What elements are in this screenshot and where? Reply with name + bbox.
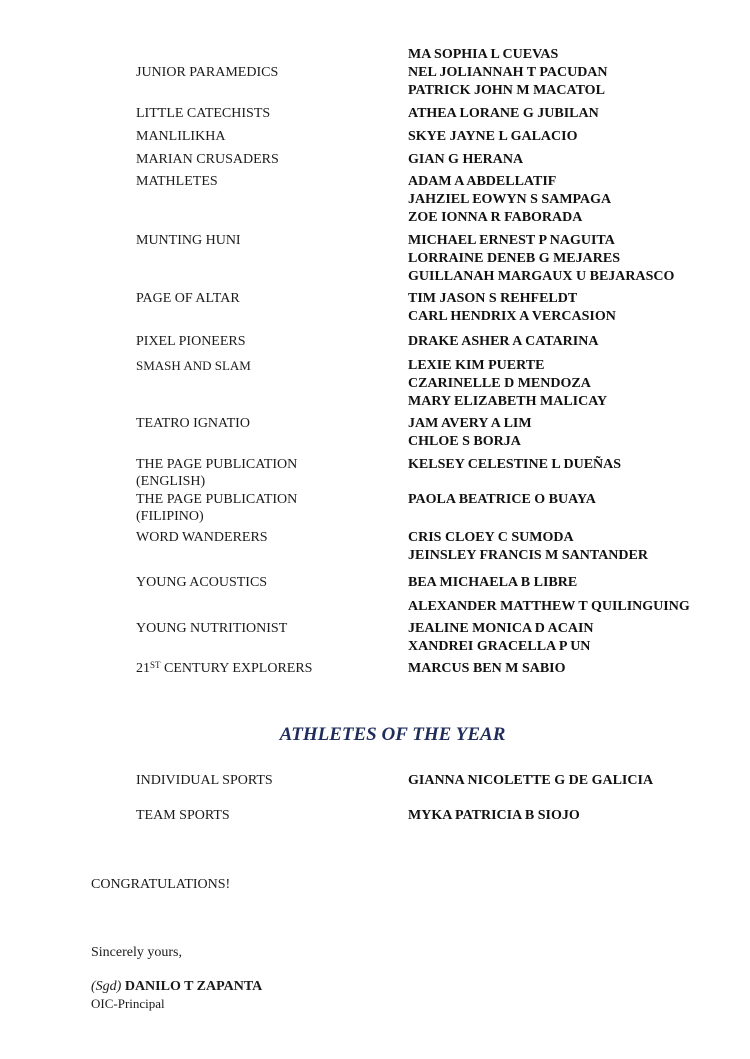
awardee-list <box>408 46 708 100</box>
club-name-line: THE PAGE PUBLICATION <box>136 457 298 472</box>
awardee-name: KELSEY CELESTINE L DUEÑAS <box>408 457 622 472</box>
club-name: PIXEL PIONEERS <box>136 334 246 349</box>
club-name: MUNTING HUNI <box>136 233 241 248</box>
signer-name: DANILO T ZAPANTA <box>124 979 263 994</box>
congratulations-text: CONGRATULATIONS! <box>91 877 231 892</box>
awardee-name: GIAN G HERANA <box>408 152 524 167</box>
awardee-name: NEL JOLIANNAH T PACUDAN <box>408 65 608 80</box>
club-name-ordinal: ST <box>150 660 161 670</box>
awardee-name: MARCUS BEN M SABIO <box>408 661 566 676</box>
awardee-name: TIM JASON S REHFELDT <box>408 291 578 306</box>
athlete-name: MYKA PATRICIA B SIOJO <box>408 808 580 823</box>
awardee-name: MICHAEL ERNEST P NAGUITA <box>408 233 615 248</box>
awardee-name: BEA MICHAELA B LIBRE <box>408 575 578 590</box>
club-name: WORD WANDERERS <box>136 530 268 545</box>
signature-block <box>91 979 262 995</box>
awardee-list <box>408 529 708 565</box>
athlete-name: GIANNA NICOLETTE G DE GALICIA <box>408 773 654 788</box>
awardee-list <box>408 574 708 616</box>
awardee-name: PAOLA BEATRICE O BUAYA <box>408 492 596 507</box>
club-name-line: (ENGLISH) <box>136 474 206 489</box>
awardee-list <box>408 415 708 451</box>
awardee-name: DRAKE ASHER A CATARINA <box>408 334 599 349</box>
awardee-list <box>408 357 708 411</box>
awardee-list <box>408 105 708 123</box>
club-name: LITTLE CATECHISTS <box>136 106 271 121</box>
valediction-text: Sincerely yours, <box>91 945 182 960</box>
awardee-list <box>408 128 708 146</box>
club-name: MATHLETES <box>136 174 218 189</box>
awardee-list <box>408 151 708 169</box>
awardee-name: CZARINELLE D MENDOZA <box>408 376 591 391</box>
club-name-number: 21 <box>136 661 150 676</box>
awardee-name: ZOE IONNA R FABORADA <box>408 210 583 225</box>
awardee-name: PATRICK JOHN M MACATOL <box>408 83 605 98</box>
awardee-name: SKYE JAYNE L GALACIO <box>408 129 578 144</box>
awardee-list <box>408 290 708 326</box>
club-name: MARIAN CRUSADERS <box>136 152 279 167</box>
awardee-name: CRIS CLOEY C SUMODA <box>408 530 574 545</box>
awardee-name: CARL HENDRIX A VERCASION <box>408 309 616 324</box>
sgd-mark: (Sgd) <box>91 979 122 994</box>
club-name: TEATRO IGNATIO <box>136 416 250 431</box>
club-name: MANLILIKHA <box>136 129 226 144</box>
awardee-list <box>408 620 708 656</box>
awardee-name: JAM AVERY A LIM <box>408 416 532 431</box>
athlete-category: TEAM SPORTS <box>136 808 230 823</box>
club-name <box>136 660 386 677</box>
awardee-name: JEALINE MONICA D ACAIN <box>408 621 594 636</box>
club-name <box>136 491 386 525</box>
awardee-list <box>408 491 708 509</box>
awardee-name: LORRAINE DENEB G MEJARES <box>408 251 620 266</box>
awardee-name: ADAM A ABDELLATIF <box>408 174 557 189</box>
awardee-name: GUILLANAH MARGAUX U BEJARASCO <box>408 269 675 284</box>
club-name: YOUNG NUTRITIONIST <box>136 621 288 636</box>
awardee-list <box>408 333 708 351</box>
club-name-line: THE PAGE PUBLICATION <box>136 492 298 507</box>
awardee-name: LEXIE KIM PUERTE <box>408 358 545 373</box>
athlete-list <box>408 772 708 790</box>
club-name <box>136 456 386 490</box>
club-name: PAGE OF ALTAR <box>136 291 240 306</box>
signer-role: OIC-Principal <box>91 996 165 1011</box>
awardee-list <box>408 660 708 678</box>
club-name-line: (FILIPINO) <box>136 509 204 524</box>
awardee-name: JAHZIEL EOWYN S SAMPAGA <box>408 192 612 207</box>
awardee-name: CHLOE S BORJA <box>408 434 521 449</box>
awardee-list <box>408 173 708 227</box>
club-name-rest: CENTURY EXPLORERS <box>160 661 313 676</box>
awardee-name: ALEXANDER MATTHEW T QUILINGUING <box>408 599 690 614</box>
club-name: JUNIOR PARAMEDICS <box>136 65 279 80</box>
awardee-name: ATHEA LORANE G JUBILAN <box>408 106 599 121</box>
awardee-name: JEINSLEY FRANCIS M SANTANDER <box>408 548 648 563</box>
awardee-name: XANDREI GRACELLA P UN <box>408 639 591 654</box>
awardee-list <box>408 456 708 474</box>
club-name: SMASH AND SLAM <box>136 358 251 373</box>
section-title-athletes: ATHLETES OF THE YEAR <box>279 724 506 745</box>
athlete-list <box>408 807 708 825</box>
awardee-list <box>408 232 708 286</box>
awardee-name: MARY ELIZABETH MALICAY <box>408 394 608 409</box>
athlete-category: INDIVIDUAL SPORTS <box>136 773 273 788</box>
club-name: YOUNG ACOUSTICS <box>136 575 268 590</box>
awardee-name: MA SOPHIA L CUEVAS <box>408 47 559 62</box>
